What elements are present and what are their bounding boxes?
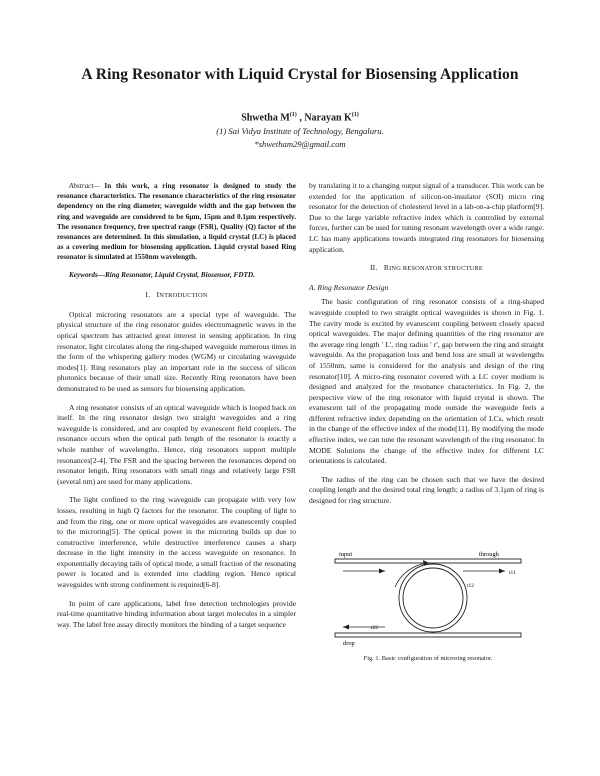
input-arrowhead — [379, 569, 385, 574]
through-label: through — [479, 551, 499, 558]
design-paragraph-2: The radius of the ring can be chosen such that we have the desired coupling length and the desired total ring length; a radius of 3.1µm of ring is designed for ring structure. — [309, 474, 544, 506]
section-number: I. — [145, 290, 151, 300]
author-1-mark: (1) — [289, 112, 297, 118]
bottom-waveguide — [335, 633, 521, 637]
section-title-initial: I — [156, 290, 160, 300]
section-number: II. — [369, 263, 378, 273]
t11-label: t11 — [509, 570, 516, 576]
abstract-lead: Abstract— — [69, 182, 105, 190]
intro-continuation: by translating it to a changing output signal of a transducer. This work can be extended for the application of silicon-on-insulator (SOI) micro ring resonator for the detection of cholesterol level in a lab-on-a-chip platform[9]. Due to the large variable refractive index which is controlled by external forces, further can be used for tuning resonant wavelength over a wide range. LC has many applications towards integrated ring resonators for biosensing application. — [309, 181, 544, 254]
paper-title: A Ring Resonator with Liquid Crystal for Biosensing Application — [81, 66, 519, 83]
author-1: Shwetha M — [241, 112, 290, 124]
section-heading-introduction — [57, 290, 296, 302]
section-title-rest: NTRODUCTION — [159, 292, 208, 300]
left-column — [57, 181, 296, 638]
abstract — [57, 181, 296, 263]
drop-label: drop — [343, 640, 355, 647]
author-separator: , — [296, 112, 305, 124]
ring-resonator-figure — [333, 549, 523, 649]
intro-paragraph-3: The light confined to the ring waveguide can propagate with very low losses, resulting in high Q factors for the resonator. The coupling of light to and from the ring, one or more optical waveguides are evanescently coupled to the microring[5]. The optical power in the microring builds up due to constructive interference, while destructive interference causes a sharp decrease in the light intensity in the access waveguide on resonance. In exponentially decaying tails of optical mode, a small fraction of the resonating power is located and is extended into cladding region. Hence optical waveguides with strong confinement is required[6-8]. — [57, 495, 296, 590]
abstract-body: In this work, a ring resonator is designed to study the resonance characteristics. The resonance characteristics of the ring resonator dependency on the ring diameter, waveguide width and the gap between the ring and waveguide are considered to be 6µm, 15µm and 0.1µm respectively. The resonance frequency, free spectral range (FSR), Quality (Q) factor of the resonances are determined. In this simulation, a liquid crystal (LC) is placed as a covering medium for biosensing application. Liquid crystal based Ring resonator is simulated at 1550nm wavelength. — [57, 182, 296, 262]
ring-inner — [403, 568, 463, 628]
t12-label: t12 — [467, 583, 475, 589]
t22-label: t22 — [371, 625, 379, 631]
circulation-arrow — [395, 563, 429, 587]
subsection-heading: A. Ring Resonator Design — [309, 282, 389, 292]
keywords: Keywords—Ring Resonator, Liquid Crystal, Biosensor, FDTD. — [69, 270, 255, 279]
section-title-initial: R — [383, 263, 390, 273]
design-paragraph-1: The basic configuration of ring resonator consists of a ring-shaped waveguide coupled to two straight optical waveguides is shown in Fig. 1. The cavity mode is excited by evanescent coupling between closely spaced optical waveguides. The major defining quantities of the ring resonator are the average ring length ' L', ring radius ' r', gap between the ring and straight waveguide. As the propagation loss and bend loss are small at wavelengths of 1550nm, same is considered for the analysis and design of the ring resonator[10]. A micro-ring resonator covered with a LC cover medium is designed and analyzed for the resonance characteristics. In Fig. 2, the perspective view of the ring resonator with liquid crystal is shown. The evanescent tail of the propagating mode outside the waveguide feels a different refractive index depending on the orientation of LCs, which result in the change of the effective index of the mode[11]. By modifying the mode effective index, we can tune the resonant wavelength of the ring resonator. In MODE Solutions the change of the effective index for different LC orientations is calculated. — [309, 297, 544, 466]
ring-outer — [399, 564, 467, 632]
intro-paragraph-4: In point of care applications, label free detection technologies provide real-time quantitative binding information about target molecules in a simpler way. The label free assay directly monitors the binding of a target sequence — [57, 598, 296, 629]
intro-paragraph-1: Optical microring resonators are a special type of waveguide. The physical structure of the ring resonator guides electromagnetic waves in the optical spectrum has attracted great interest in sensing application. In ring resonator, light circulates along the ring-shaped waveguide numerous times in the form of the whispering gallery modes (WGM) or circulating waveguide modes[1]. Ring resonators play an important role in the success of silicon photonics because of their small size. Recently Ring resonators have been demonstrated to be used as sensors for biosensing application. — [57, 309, 296, 393]
figure-caption: Fig. 1. Basic configuration of microring resonator. — [363, 655, 493, 662]
right-column — [309, 181, 544, 515]
through-arrowhead — [499, 569, 505, 574]
email: *shwetham29@gmail.com — [254, 138, 346, 149]
input-label: input — [339, 551, 353, 558]
section-heading-ring-resonator — [309, 263, 544, 275]
intro-paragraph-2: A ring resonator consists of an optical waveguide which is looped back on itself. In the ring resonator design two straight waveguides and a ring waveguide is considered, and are coupled by evanescent field couplers. The resonance occurs when the optical path length of the resonator is exactly a whole number of wavelengths. Hence, ring resonators support multiple resonances[2-4]. The FSR and the spacing between the resonances depend on resonator length. Ring resonators with small rings and relatively large FSR (several nm) are used for many applications. — [57, 402, 296, 486]
author-2: Narayan K — [304, 112, 352, 124]
section-title-rest: ING RESONATOR STRUCTURE — [389, 265, 484, 273]
author-line — [100, 112, 500, 123]
drop-arrowhead — [343, 625, 349, 630]
affiliation-block — [100, 125, 500, 150]
top-waveguide — [335, 559, 521, 563]
author-2-mark: (1) — [351, 112, 359, 118]
affiliation: (1) Sai Vidya Institute of Technology, Bengaluru. — [216, 126, 384, 136]
